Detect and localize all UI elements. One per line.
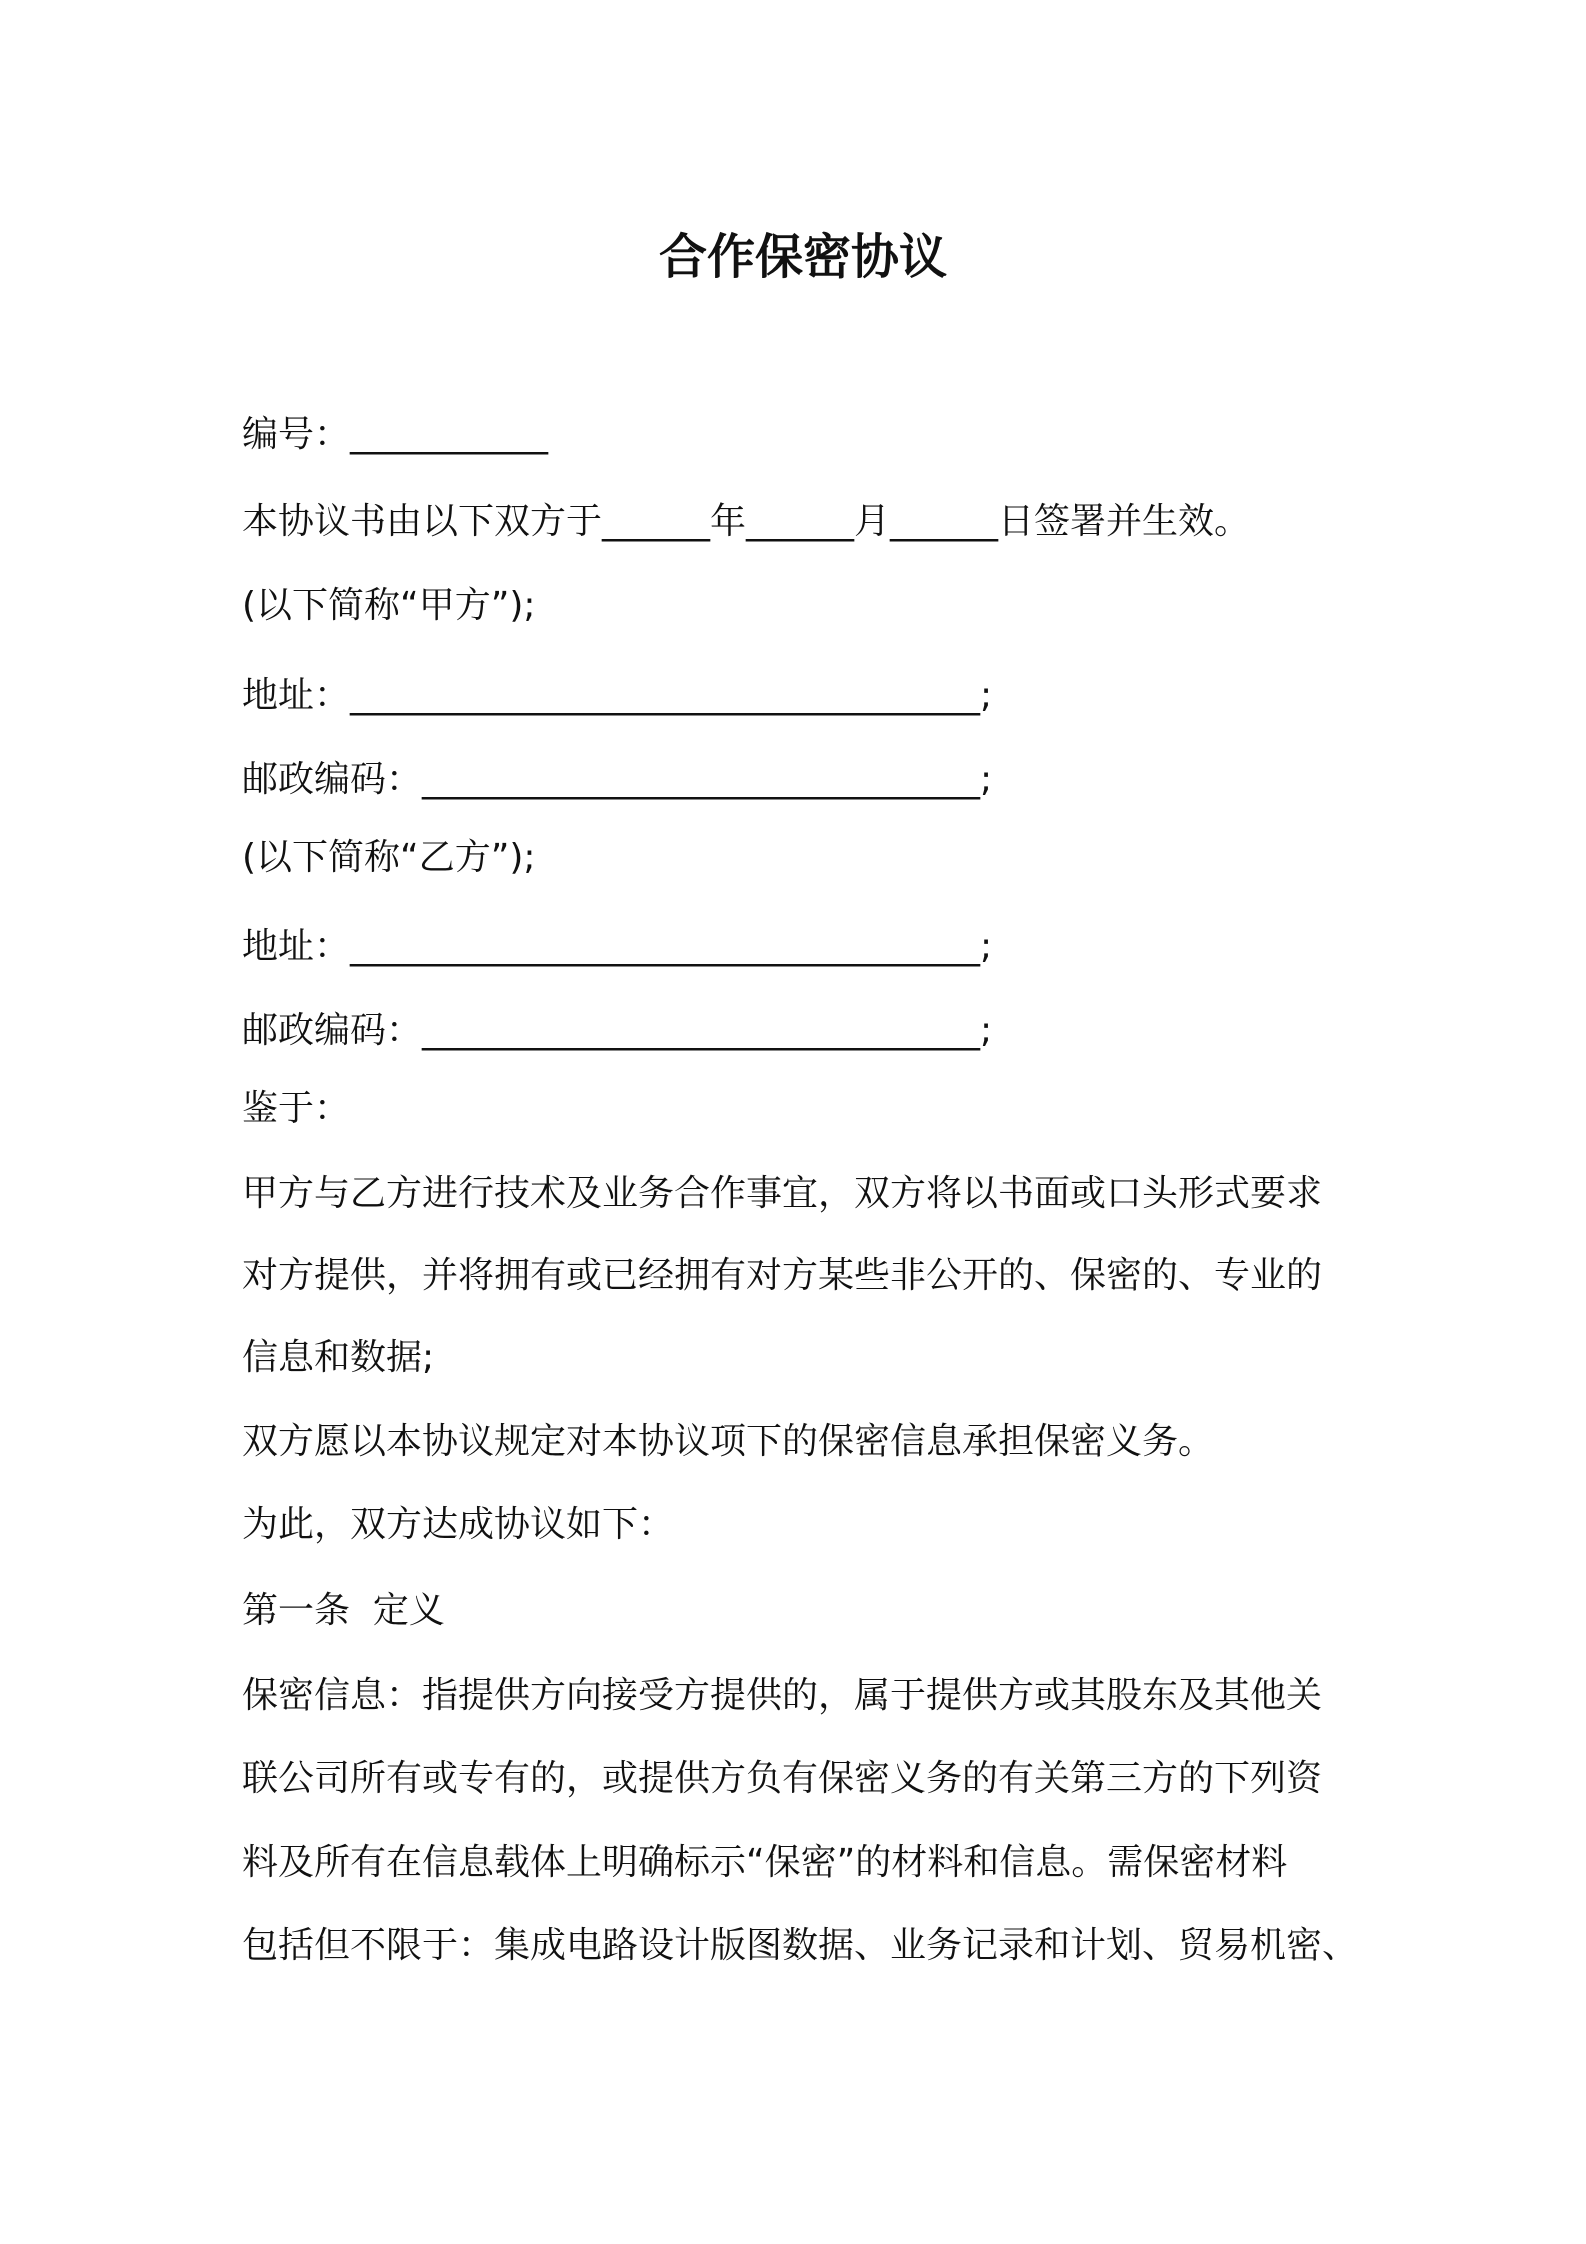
paragraph-line: 包括但不限于：集成电路设计版图数据、业务记录和计划、贸易机密、 bbox=[242, 1925, 1359, 1966]
paragraph-line: 信息和数据; bbox=[242, 1337, 435, 1378]
paragraph-line: 甲方与乙方进行技术及业务合作事宜，双方将以书面或口头形式要求 bbox=[242, 1173, 1323, 1214]
contract-number-line: 编号：___________ bbox=[242, 414, 549, 455]
party-b-address: 地址：___________________________________; bbox=[242, 926, 993, 967]
paragraph-line: 对方提供，并将拥有或已经拥有对方某些非公开的、保密的、专业的 bbox=[242, 1255, 1323, 1296]
party-a-address: 地址：___________________________________; bbox=[242, 675, 993, 716]
article-1-heading: 第一条 定义 bbox=[242, 1590, 445, 1631]
paragraph-line: 料及所有在信息载体上明确标示“保密”的材料和信息。需保密材料 bbox=[242, 1842, 1288, 1883]
paragraph-line: 双方愿以本协议规定对本协议项下的保密信息承担保密义务。 bbox=[242, 1421, 1215, 1462]
whereas-heading: 鉴于： bbox=[242, 1088, 351, 1129]
paragraph-line: 为此，双方达成协议如下： bbox=[242, 1504, 675, 1545]
document-title: 合作保密协议 bbox=[658, 229, 947, 285]
paragraph-line: 联公司所有或专有的，或提供方负有保密义务的有关第三方的下列资 bbox=[242, 1758, 1323, 1799]
party-b-label: (以下简称“乙方”); bbox=[242, 837, 536, 878]
party-b-postcode: 邮政编码：_______________________________; bbox=[242, 1010, 993, 1051]
paragraph-line: 保密信息：指提供方向接受方提供的，属于提供方或其股东及其他关 bbox=[242, 1675, 1323, 1716]
party-a-postcode: 邮政编码：_______________________________; bbox=[242, 759, 993, 800]
party-a-label: (以下简称“甲方”); bbox=[242, 585, 536, 626]
signing-date-line: 本协议书由以下双方于______年______月______日签署并生效。 bbox=[242, 501, 1251, 542]
